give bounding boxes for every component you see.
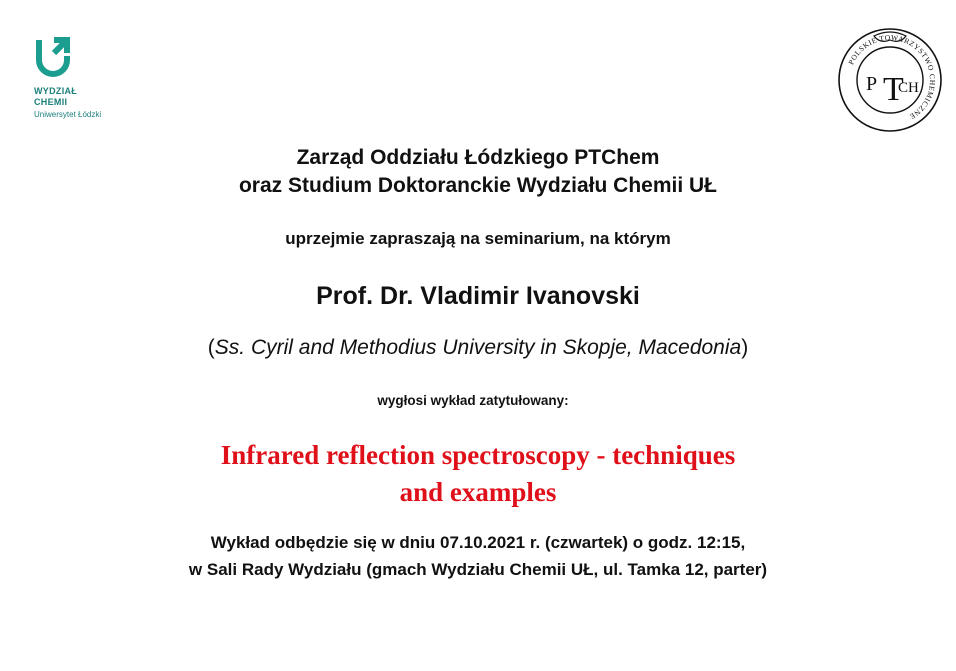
logo-name-line1: WYDZIAŁ [34, 86, 78, 96]
speaker-affiliation-line [0, 336, 956, 360]
ptchem-seal [836, 26, 944, 134]
speaker-affiliation: Ss. Cyril and Methodius University in Skopje, Macedonia [214, 336, 742, 359]
logo-name-line2: CHEMII [34, 97, 68, 107]
details-line1: Wykład odbędzie się w dniu 07.10.2021 r. (czwartek) o godz. 12:15, [210, 533, 746, 552]
affiliation-paren-open: ( [207, 336, 215, 359]
header-line1: Zarząd Oddziału Łódzkiego PTChem [296, 146, 660, 169]
seal-ring-text: POLSKIE TOWARZYSTWO CHEMICZNE [846, 32, 938, 122]
speaker-name: Prof. Dr. Vladimir Ivanovski [316, 282, 640, 310]
lecture-title-line1: Infrared reflection spectroscopy - techniques [220, 440, 736, 470]
seal-letter-t: T [883, 71, 904, 108]
logo-university: Uniwersytet Łódzki [34, 110, 102, 119]
details-line2: w Sali Rady Wydziału (gmach Wydziału Chemii UŁ, ul. Tamka 12, parter) [188, 560, 768, 579]
lecture-title-line2: and examples [399, 477, 557, 507]
seal-letter-p: P [866, 73, 878, 95]
faculty-logo [34, 36, 144, 119]
lecture-intro: wygłosi wykład zatytułowany: [377, 393, 569, 408]
header-line2: oraz Studium Doktoranckie Wydziału Chemii UŁ [238, 174, 718, 197]
affiliation-paren-close: ) [741, 336, 749, 359]
invitation-text: uprzejmie zapraszają na seminarium, na którym [285, 229, 671, 248]
logo-faculty-name [34, 86, 144, 108]
faculty-logo-mark-icon [34, 36, 74, 80]
seal-letter-ch: CH [898, 80, 919, 96]
